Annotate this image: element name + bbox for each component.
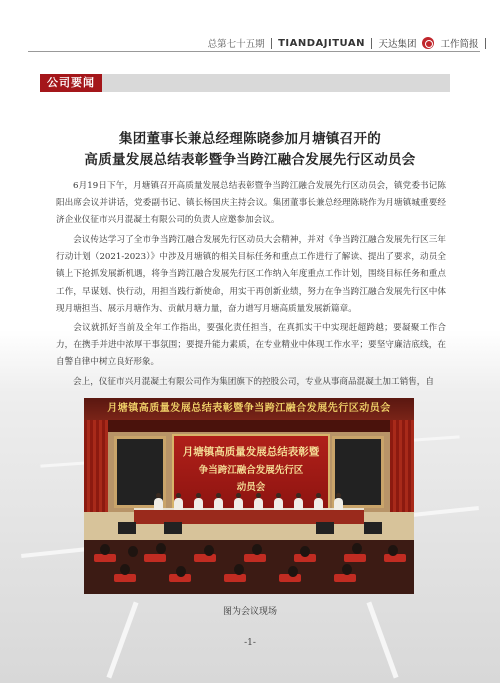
header-divider: [485, 38, 487, 49]
brand-chinese: 天达集团: [378, 39, 417, 50]
audience-area: [84, 540, 414, 594]
header-bar: [208, 36, 486, 50]
header-divider: [271, 38, 273, 49]
screen-text-line-2: 争当跨江融合发展先行区: [198, 465, 304, 476]
article-title-line-2: 高质量发展总结表彰暨争当跨江融合发展先行区动员会: [84, 152, 416, 168]
brand-english: TIANDAJITUAN: [278, 37, 365, 49]
photo-banner: 月塘镇高质量发展总结表彰暨争当跨江融合发展先行区动员会: [84, 398, 414, 420]
paragraph-2: [56, 232, 446, 318]
photo-caption: 图为会议现场: [222, 607, 277, 617]
paragraph-3-text: 会议就抓好当前及全年工作指出，要强化责任担当，在真抓实干中实现赶超跨越；要凝聚工作合力，在携手并进中浓厚干事氛围；要提升能力素质，在专业精业中体现工作水平；要坚守廉洁底线，在自警自律中树立良好形象。: [56, 323, 446, 368]
publication-name: 工作简报: [440, 39, 479, 50]
section-label: 公司要闻: [40, 74, 102, 92]
article-title-line-1: 集团董事长兼总经理陈晓参加月塘镇召开的: [118, 131, 382, 147]
paragraph-3: [56, 320, 446, 372]
screen-text-line-3: 动员会: [236, 482, 266, 493]
paragraph-1-text: 6月19日下午，月塘镇召开高质量发展总结表彰暨争当跨江融合发展先行区动员会，镇党委书记陈阳出席会议并讲话，党委副书记、镇长杨国庆主持会议。集团董事长兼总经理陈晓作为月塘镇城重要经济企业仪征市兴月混凝土有限公司的负责人应邀参加会议。: [56, 181, 446, 226]
screen-text-line-1: 月塘镇高质量发展总结表彰暨: [182, 446, 320, 458]
page-header: [0, 0, 500, 60]
paragraph-4: [56, 374, 446, 391]
paragraph-4-text: 会上，仪征市兴月混凝土有限公司作为集团旗下的控股公司，专业从事商品混凝土加工销售，自: [73, 377, 434, 387]
meeting-photo: [84, 398, 414, 594]
section-header: [40, 74, 450, 92]
paragraph-2-text: 会议传达学习了全市争当跨江融合发展先行区动员大会精神，并对《争当跨江融合发展先行区三年行动计划（2021-2023）》中涉及月塘镇的相关目标任务和重点工作进行了解读、提出了要求，动员全镇上下抢抓发展新机遇，将争当跨江融合发展先行区工作纳入年度重点工作计划，围绕目标任务和重点工作，早谋划、快行动，用担当践行新使命，用实干再创新业绩，努力在争当跨江融合发展先行区中体现月塘担当、展示月塘作为、贡献月塘力量，奋力谱写月塘高质量发展新篇章。: [56, 235, 446, 314]
paragraph-1: [56, 178, 446, 230]
header-divider: [371, 38, 373, 49]
header-rule: [28, 51, 480, 52]
issue-number: 总第七十五期: [207, 39, 265, 50]
tianda-logo-icon: [422, 37, 434, 49]
page-number: -1-: [244, 638, 256, 648]
